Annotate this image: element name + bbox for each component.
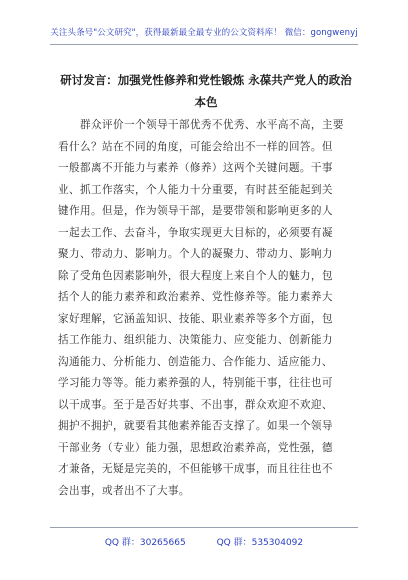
footer-divider [50, 527, 358, 528]
body-line: 括个人的能力素养和政治素养、党性修养等。能力素养大 [58, 291, 333, 303]
header-banner: 关注头条号"公文研究"，获得最新最全最专业的公文资料库！ 微信：gongwenyj [50, 28, 358, 38]
body-line: 干部业务（专业）能力强，思想政治素养高，党性强，德 [58, 441, 333, 454]
body-line: 以干成事。至于是否好共事、不出事，群众欢迎不欢迎、 [58, 398, 333, 411]
body-line: 才兼备，无疑是完美的，不但能够干成事，而且往往也不 [58, 463, 333, 475]
body-line: 家好理解，它涵盖知识、技能、职业素养等多个方面，包 [58, 312, 333, 325]
body-line: 一起去工作、去奋斗，争取实现更大目标的，必须要有凝 [58, 226, 333, 239]
document-body [58, 115, 358, 502]
body-line: 聚力、带动力、影响力。个人的凝聚力、带动力、影响力 [58, 248, 333, 260]
body-line: 除了受角色因素影响外，很大程度上来自个人的魅力，包 [58, 269, 333, 282]
body-line: 拥护不拥护，就要看其他素养能否支撑了。如果一个领导 [58, 420, 333, 432]
footer-qq-group-2: QQ 群：535304092 [216, 538, 304, 548]
body-line: 一般都离不开能力与素养（修养）这两个关键问题。干事 [58, 162, 333, 174]
body-line: 会出事，或者出不了大事。 [58, 484, 190, 497]
body-line: 键作用。但是，作为领导干部，是要带领和影响更多的人 [58, 205, 333, 217]
footer-qq-group-1: QQ 群：30265665 [104, 538, 186, 548]
document-title [58, 69, 354, 113]
body-line: 沟通能力、分析能力、创造能力、合作能力、适应能力、 [58, 355, 333, 368]
body-line: 看什么？站在不同的角度，可能会给出不一样的回答。但 [58, 140, 333, 153]
footer-contacts [0, 535, 408, 548]
title-line: 本色 [194, 95, 218, 109]
body-line: 括工作能力、组织能力、决策能力、应变能力、创新能力 [58, 334, 333, 346]
body-line: 群众评价一个领导干部优秀不优秀、水平高不高，主要 [58, 119, 344, 131]
body-line: 学习能力等等。能力素养强的人，特别能干事，往往也可 [58, 377, 333, 389]
header-divider [50, 44, 358, 45]
title-line: 研讨发言：加强党性修养和党性锻炼 永葆共产党人的政治 [60, 73, 352, 87]
body-line: 业、抓工作落实，个人能力十分重要，有时甚至能起到关 [58, 183, 333, 196]
